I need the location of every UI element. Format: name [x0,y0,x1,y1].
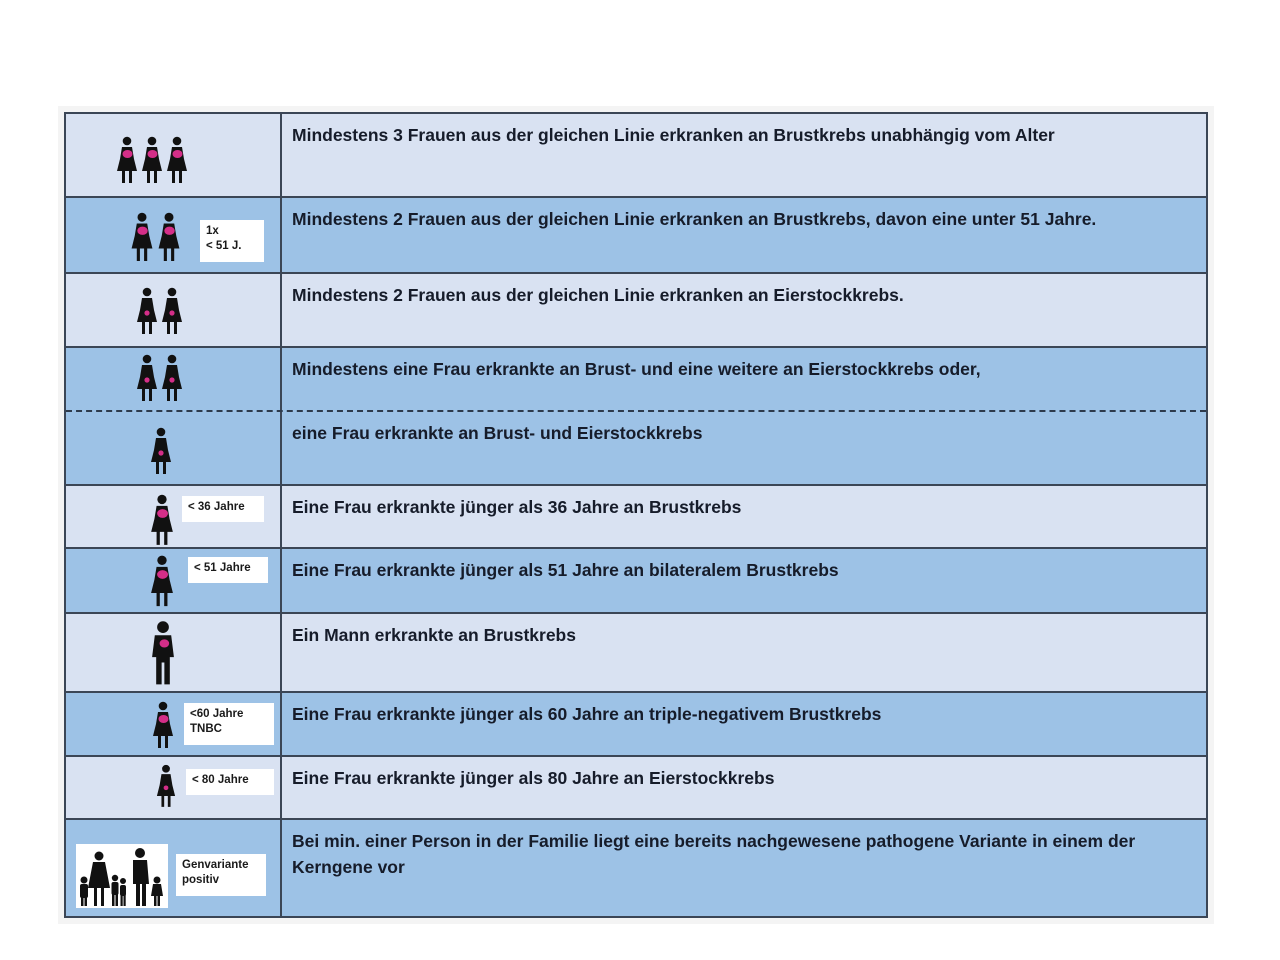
table-row [66,757,1206,820]
criterion-text: Mindestens 2 Frauen aus der gleichen Linie erkranken an Brustkrebs, davon eine unter 51 Jahre. [292,209,1097,229]
criterion-text: eine Frau erkrankte an Brust- und Eierstockkrebs [292,423,703,443]
icon-cell [66,757,282,818]
icon-cell [66,348,282,410]
genvariant-label [176,854,266,896]
age-label: < 36 Jahre [182,496,264,522]
age-label: < 80 Jahre [186,769,274,795]
icon-cell [66,549,282,612]
criterion-text: Eine Frau erkrankte jünger als 80 Jahre an Eierstockkrebs [292,768,775,788]
family-icon [76,844,168,908]
criterion-text: Mindestens 2 Frauen aus der gleichen Linie erkranken an Eierstockkrebs. [292,285,904,305]
icon-cell [66,274,282,346]
woman-icon [156,763,176,809]
three-women-icon [116,136,188,184]
criterion-text: Eine Frau erkrankte jünger als 60 Jahre an triple-negativem Brustkrebs [292,704,882,724]
woman-icon [152,699,174,751]
label-line: positiv [182,874,220,886]
table-row [66,348,1206,412]
table-row [66,198,1206,274]
two-women-icon [136,354,183,402]
icon-cell [66,820,282,916]
two-women-icon [130,212,181,262]
criterion-text: Bei min. einer Person in der Familie liegt eine bereits nachgewesene pathogene Variante in einem der Kerngene vor [292,831,1136,877]
icon-cell [66,412,282,484]
two-women-icon [136,286,183,336]
table-row [66,614,1206,693]
criterion-text: Mindestens 3 Frauen aus der gleichen Linie erkranken an Brustkrebs unabhängig vom Alter [292,125,1055,145]
table-row [66,549,1206,614]
icon-cell [66,614,282,691]
label-line: Genvariante [182,859,249,871]
icon-cell [66,198,282,272]
risk-criteria-table [64,112,1208,918]
woman-icon [150,494,174,546]
table-row [66,486,1206,549]
label-line: <60 Jahre [190,708,244,720]
icon-cell [66,486,282,547]
age-label [184,703,274,745]
table-row [66,693,1206,757]
criterion-text: Mindestens eine Frau erkrankte an Brust- und eine weitere an Eierstockkrebs oder, [292,359,981,379]
criterion-text: Eine Frau erkrankte jünger als 36 Jahre an Brustkrebs [292,497,742,517]
age-label [200,220,264,262]
woman-icon [150,554,174,608]
label-line: TNBC [190,723,222,735]
man-icon [148,620,178,686]
icon-cell [66,693,282,755]
age-label: < 51 Jahre [188,557,268,583]
label-line: < 51 J. [206,240,242,252]
table-row [66,274,1206,348]
table-row [66,412,1206,486]
criterion-text: Eine Frau erkrankte jünger als 51 Jahre an bilateralem Brustkrebs [292,560,839,580]
icon-cell [66,114,282,196]
table-row [66,820,1206,916]
label-line: 1x [206,225,219,237]
woman-icon [150,426,172,476]
table-row [66,114,1206,198]
criterion-text: Ein Mann erkrankte an Brustkrebs [292,625,576,645]
